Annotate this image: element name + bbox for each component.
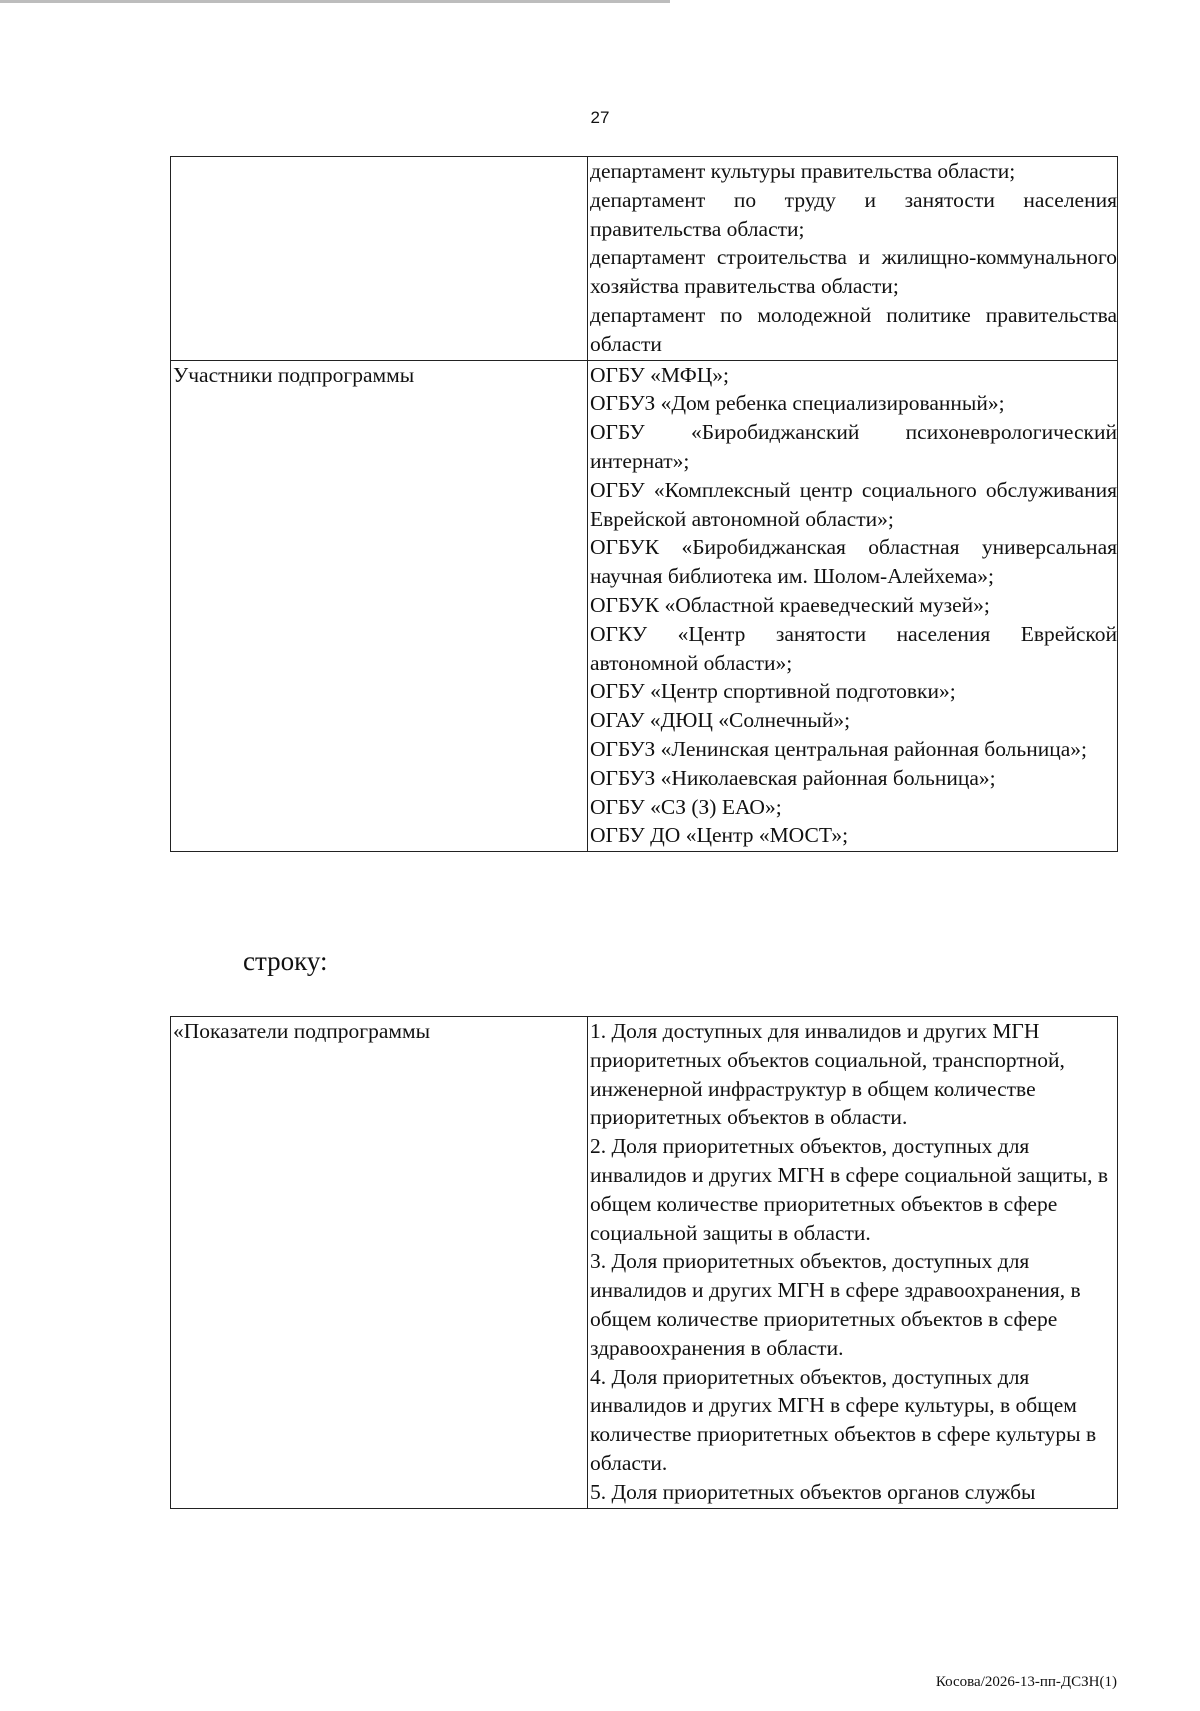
list-item: ОГБУ «Биробиджанский психоневрологический интернат»; [590,420,1117,473]
table-cell-label: «Показатели подпрограммы [171,1017,588,1509]
page-number: 27 [590,108,610,127]
list-item: ОГБУК «Областной краеведческий музей»; [590,592,990,617]
footer-reference: Косова/2026-13-пп-ДСЗН(1) [935,1674,1117,1690]
list-item: 3. Доля приоритетных объектов, доступных для инвалидов и других МГН в сфере здравоохранения, в общем количестве приоритетных объектов в сфере здравоохранения в области. [590,1249,1081,1360]
indicators-table [170,1016,1118,1509]
list-item: ОГБУ ДО «Центр «МОСТ»; [590,823,849,848]
between-text: строку: [243,946,328,976]
list-item: ОГБУ «СЗ (З) ЕАО»; [590,794,782,819]
scan-edge-line [0,0,670,3]
list-item: ОГБУЗ «Ленинская центральная районная больница»; [590,736,1087,761]
list-item: ОГБУК «Биробиджанская областная универсальная научная библиотека им. Шолом-Алейхема»; [590,535,1117,589]
participants-table [170,156,1118,852]
list-item: 5. Доля приоритетных объектов органов службы [590,1479,1036,1504]
table-cell-value [588,1017,1118,1509]
list-item: 2. Доля приоритетных объектов, доступных для инвалидов и других МГН в сфере социальной защиты, в общем количестве приоритетных объектов в сфере социальной защиты в области. [590,1134,1109,1245]
list-item: ОГАУ «ДЮЦ «Солнечный»; [590,708,851,733]
list-item: департамент культуры правительства области; [590,159,1016,183]
table-cell-value [588,360,1118,852]
list-item: 1. Доля доступных для инвалидов и других МГН приоритетных объектов социальной, транспортной, инженерной инфраструктур в общем количестве приоритетных объектов в области. [590,1019,1065,1130]
table-row [171,360,1118,852]
list-item: департамент по молодежной политике правительства области [590,302,1117,356]
list-item: ОГКУ «Центр занятости населения Еврейской автономной области»; [590,621,1117,675]
list-item: департамент по труду и занятости населения правительства области; [590,187,1117,241]
list-item: ОГБУ «Комплексный центр социального обслуживания Еврейской автономной области»; [590,477,1117,531]
list-item: ОГБУ «Центр спортивной подготовки»; [590,679,956,704]
list-item: ОГБУЗ «Николаевская районная больница»; [590,765,996,790]
list-item: ОГБУ «МФЦ»; [590,362,729,387]
table-cell-label: Участники подпрограммы [171,360,588,852]
list-item: 4. Доля приоритетных объектов, доступных для инвалидов и других МГН в сфере культуры, в общем количестве приоритетных объектов в сфере культуры в области. [590,1364,1097,1475]
list-item: департамент строительства и жилищно-коммунального хозяйства правительства области; [590,245,1117,299]
table-cell-label [171,157,588,361]
table-row [171,157,1118,361]
table-row [171,1017,1118,1509]
list-item: ОГБУЗ «Дом ребенка специализированный»; [590,391,1005,416]
table-cell-value [588,157,1118,361]
